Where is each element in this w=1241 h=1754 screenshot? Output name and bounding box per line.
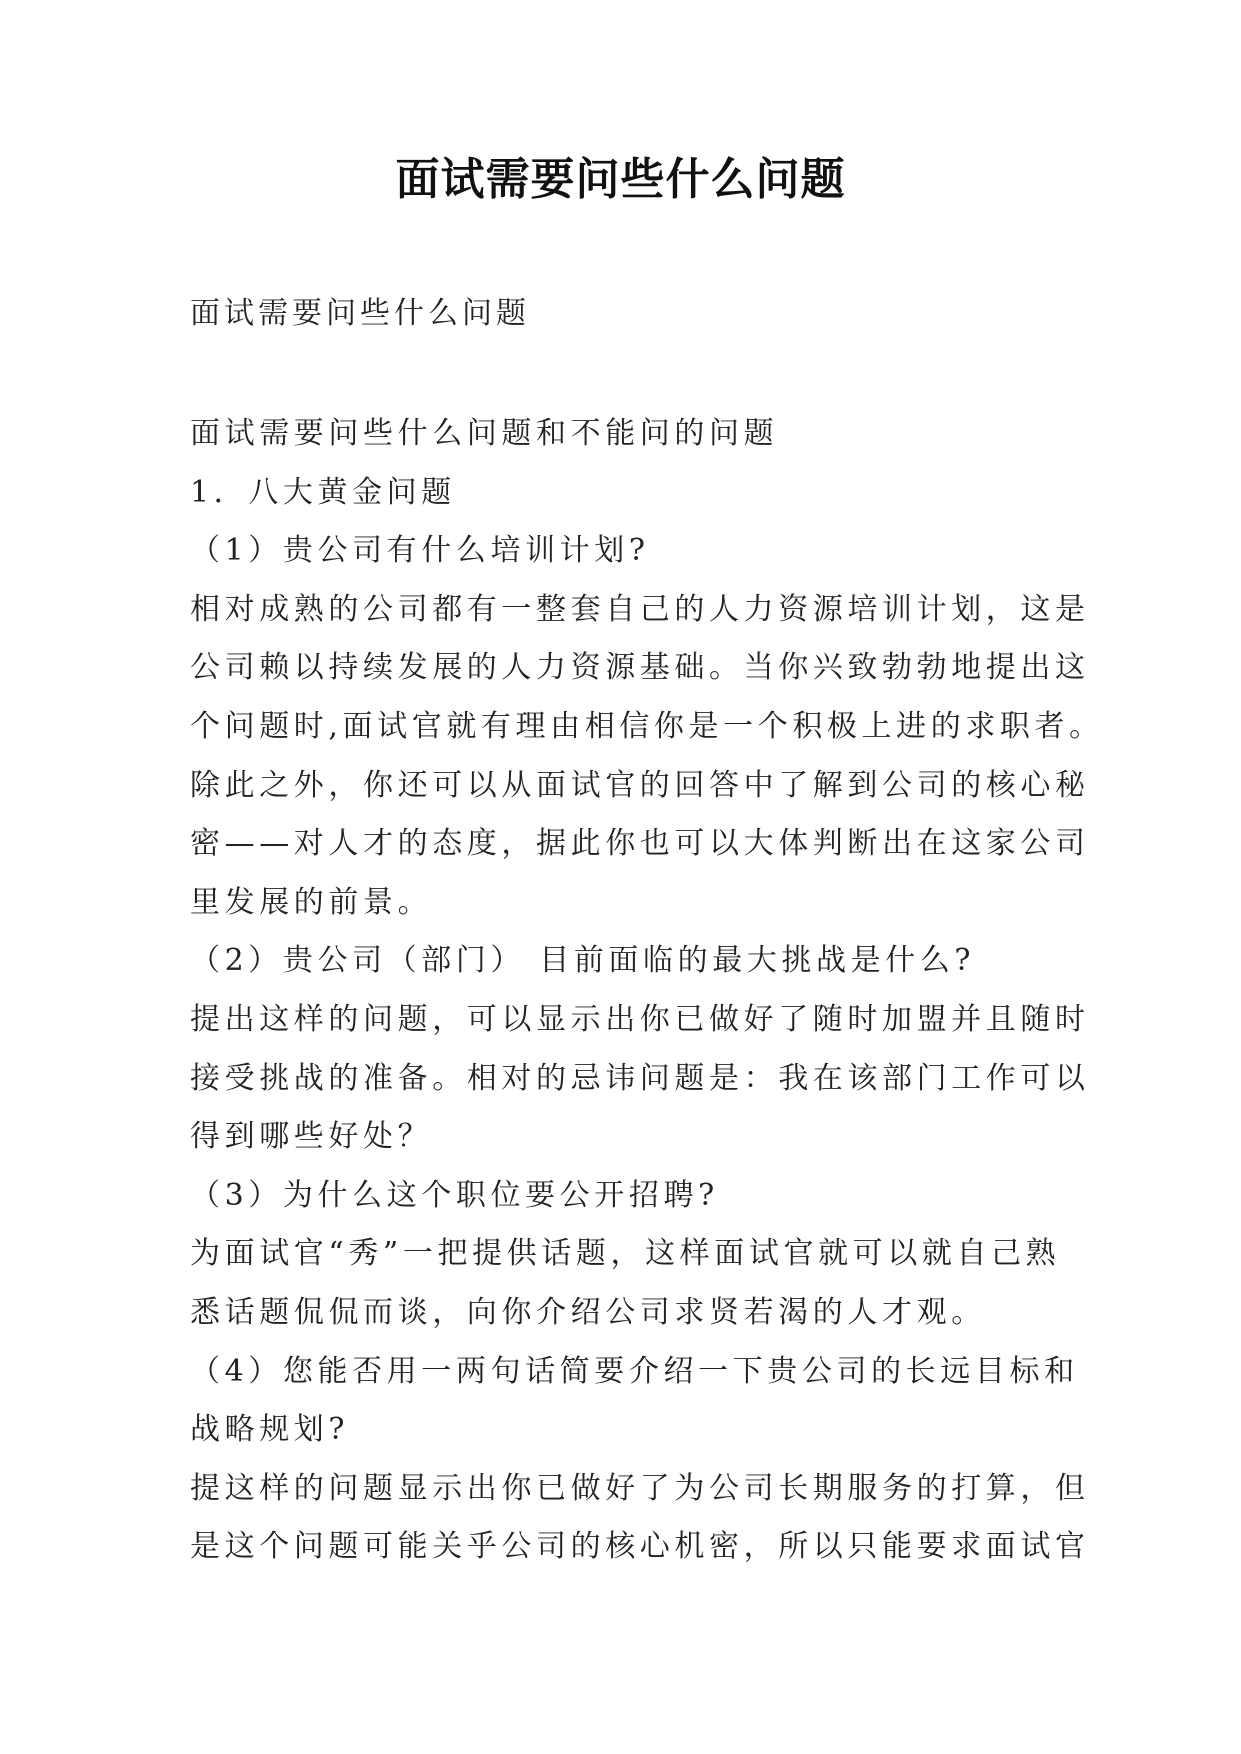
document-subtitle: 面试需要问些什么问题 — [190, 296, 530, 331]
body-line: 面试需要问些什么问题和不能问的问题 — [190, 416, 779, 451]
body-line: 除此之外，你还可以从面试官的回答中了解到公司的核心秘 — [190, 767, 1090, 803]
question-heading: （2）贵公司（部门） 目前面临的最大挑战是什么? — [190, 943, 976, 979]
question-heading: （4）您能否用一两句话简要介绍一下贵公司的长远目标和 — [190, 1353, 1079, 1389]
document-body — [190, 405, 1104, 1577]
body-line: 公司赖以持续发展的人力资源基础。当你兴致勃勃地提出这 — [190, 650, 1090, 686]
document-title: 面试需要问些什么问题 — [395, 154, 846, 205]
body-line: 战略规划? — [190, 1412, 350, 1448]
body-line: 为面试官“秀”一把提供话题，这样面试官就可以就自己熟 — [190, 1236, 1061, 1272]
body-line: 里发展的前景。 — [190, 884, 433, 920]
body-line: 相对成熟的公司都有一整套自己的人力资源培训计划，这是 — [190, 591, 1090, 627]
body-line: 悉话题侃侃而谈，向你介绍公司求贤若渴的人才观。 — [190, 1294, 986, 1330]
body-line: 提这样的问题显示出你已做好了为公司长期服务的打算，但 — [190, 1470, 1090, 1506]
body-line: 提出这样的问题，可以显示出你已做好了随时加盟并且随时 — [190, 1001, 1090, 1037]
question-heading: （3）为什么这个职位要公开招聘? — [190, 1177, 719, 1213]
body-line: 是这个问题可能关乎公司的核心机密，所以只能要求面试官 — [190, 1529, 1090, 1565]
body-line: 接受挑战的准备。相对的忌讳问题是：我在该部门工作可以 — [190, 1060, 1090, 1096]
question-heading: （1）贵公司有什么培训计划? — [190, 533, 650, 569]
body-line: 密——对人才的态度，据此你也可以大体判断出在这家公司 — [190, 826, 1090, 862]
body-line: 得到哪些好处？ — [190, 1119, 433, 1155]
section-heading: 1．八大黄金问题 — [190, 474, 456, 510]
body-line: 个问题时,面试官就有理由相信你是一个积极上进的求职者。 — [190, 708, 1104, 744]
